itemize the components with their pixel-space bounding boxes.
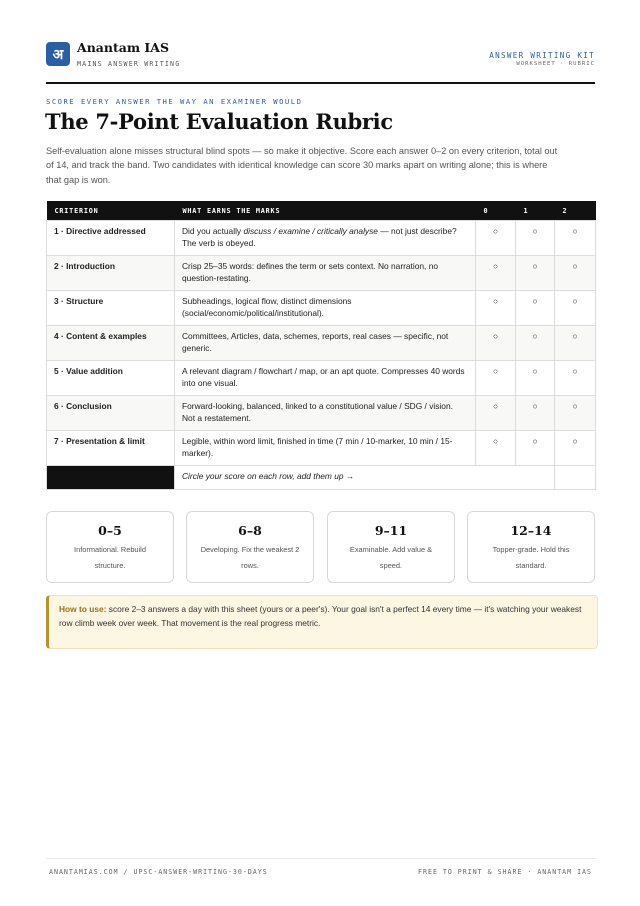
footer-note: FREE TO PRINT & SHARE · ANANTAM IAS xyxy=(418,868,592,876)
band-range: 12–14 xyxy=(510,523,552,538)
table-row xyxy=(47,256,596,291)
marks-cell xyxy=(175,326,476,361)
total-hint: Circle your score on each row, add them up → xyxy=(175,466,555,490)
score-0-circle[interactable]: ○ xyxy=(476,256,516,291)
criterion-cell: 4 · Content & examples xyxy=(47,326,175,361)
marks-text-tail: — not just describe? The verb is obeyed. xyxy=(182,226,457,248)
marks-cell xyxy=(175,361,476,396)
total-score-field[interactable] xyxy=(555,466,596,490)
criterion-cell: 6 · Conclusion xyxy=(47,396,175,431)
score-0-circle[interactable]: ○ xyxy=(476,326,516,361)
marks-emphasis: discuss / examine / critically analyse xyxy=(243,226,378,236)
criterion-cell: 1 · Directive addressed xyxy=(47,221,175,256)
band-range: 0–5 xyxy=(98,523,122,538)
score-2-circle[interactable]: ○ xyxy=(555,431,596,466)
rubric-table xyxy=(46,201,596,490)
score-2-circle[interactable]: ○ xyxy=(555,396,596,431)
brand-subtitle: MAINS ANSWER WRITING xyxy=(77,60,181,68)
marks-cell xyxy=(175,396,476,431)
score-2-circle[interactable]: ○ xyxy=(555,291,596,326)
band-description: Informational. Rebuild structure. xyxy=(74,545,146,570)
band-description: Examinable. Add value & speed. xyxy=(349,545,433,570)
marks-text: Did you actually xyxy=(182,226,244,236)
table-row xyxy=(47,361,596,396)
marks-text: Committees, Articles, data, schemes, reports, real cases — specific, not generic. xyxy=(182,331,449,353)
marks-cell xyxy=(175,221,476,256)
band-description: Topper-grade. Hold this standard. xyxy=(492,545,570,570)
header-marks: WHAT EARNS THE MARKS xyxy=(175,201,476,221)
table-row xyxy=(47,431,596,466)
header-criterion: CRITERION xyxy=(47,201,175,221)
band-card xyxy=(186,511,314,583)
score-0-circle[interactable]: ○ xyxy=(476,361,516,396)
score-bands xyxy=(46,511,595,583)
table-row xyxy=(47,221,596,256)
criterion-cell: 7 · Presentation & limit xyxy=(47,431,175,466)
page-title: The 7-Point Evaluation Rubric xyxy=(45,109,393,134)
footer-url: ANANTAMIAS.COM / UPSC-ANSWER-WRITING-30-DAYS xyxy=(49,868,268,876)
table-row xyxy=(47,326,596,361)
marks-text: Legible, within word limit, finished in time (7 min / 10-marker, 10 min / 15-marker). xyxy=(182,436,453,458)
how-to-use-text: score 2–3 answers a day with this sheet (yours or a peer's). Your goal isn't a perfect 14 every time — it's watching your weakest row climb week over week. That movement is the real progress metric. xyxy=(59,604,582,628)
table-row xyxy=(47,291,596,326)
logo-icon: अ xyxy=(46,42,70,66)
page-footer xyxy=(46,858,595,876)
marks-text: Forward-looking, balanced, linked to a constitutional value / SDG / vision. Not a restatement. xyxy=(182,401,453,423)
marks-text: A relevant diagram / flowchart / map, or an apt quote. Compresses 40 words into one visual. xyxy=(182,366,465,388)
marks-cell xyxy=(175,431,476,466)
score-2-circle[interactable]: ○ xyxy=(555,256,596,291)
header-score-0: 0 xyxy=(476,201,516,221)
eyebrow: SCORE EVERY ANSWER THE WAY AN EXAMINER WOULD xyxy=(46,97,303,106)
page-header xyxy=(46,40,595,84)
band-description: Developing. Fix the weakest 2 rows. xyxy=(200,545,300,570)
band-range: 6–8 xyxy=(238,523,262,538)
score-1-circle[interactable]: ○ xyxy=(516,326,555,361)
kit-sublabel: WORKSHEET · RUBRIC xyxy=(516,61,595,67)
table-row xyxy=(47,396,596,431)
score-1-circle[interactable]: ○ xyxy=(516,291,555,326)
kit-label: ANSWER WRITING KIT xyxy=(489,51,595,60)
score-2-circle[interactable]: ○ xyxy=(555,221,596,256)
score-1-circle[interactable]: ○ xyxy=(516,256,555,291)
band-card xyxy=(46,511,174,583)
score-0-circle[interactable]: ○ xyxy=(476,396,516,431)
how-to-use-label: How to use: xyxy=(59,604,107,614)
marks-cell xyxy=(175,256,476,291)
score-0-circle[interactable]: ○ xyxy=(476,291,516,326)
marks-text: Subheadings, logical flow, distinct dimensions (social/economic/political/institutional). xyxy=(182,296,352,318)
header-score-2: 2 xyxy=(555,201,596,221)
score-2-circle[interactable]: ○ xyxy=(555,326,596,361)
marks-cell xyxy=(175,291,476,326)
table-header-row xyxy=(47,201,596,221)
criterion-cell: 3 · Structure xyxy=(47,291,175,326)
score-1-circle[interactable]: ○ xyxy=(516,396,555,431)
score-1-circle[interactable]: ○ xyxy=(516,361,555,396)
band-card xyxy=(467,511,595,583)
score-2-circle[interactable]: ○ xyxy=(555,361,596,396)
band-card xyxy=(327,511,455,583)
criterion-cell: 5 · Value addition xyxy=(47,361,175,396)
marks-text: Crisp 25–35 words: defines the term or sets context. No narration, no question-restating. xyxy=(182,261,439,283)
score-0-circle[interactable]: ○ xyxy=(476,431,516,466)
how-to-use-note xyxy=(46,595,598,649)
score-0-circle[interactable]: ○ xyxy=(476,221,516,256)
intro-paragraph: Self-evaluation alone misses structural blind spots — so make it objective. Score each answer 0–2 on every criterion, total out of 14, and track the band. Two candidates with identical knowledge can score 30 marks apart on writing alone; this is where that gap is won. xyxy=(46,146,558,185)
band-range: 9–11 xyxy=(374,523,408,538)
brand-name: Anantam IAS xyxy=(77,40,169,55)
total-row xyxy=(47,466,596,490)
score-1-circle[interactable]: ○ xyxy=(516,431,555,466)
header-score-1: 1 xyxy=(516,201,555,221)
criterion-cell: 2 · Introduction xyxy=(47,256,175,291)
total-label-cell xyxy=(47,466,175,490)
score-1-circle[interactable]: ○ xyxy=(516,221,555,256)
